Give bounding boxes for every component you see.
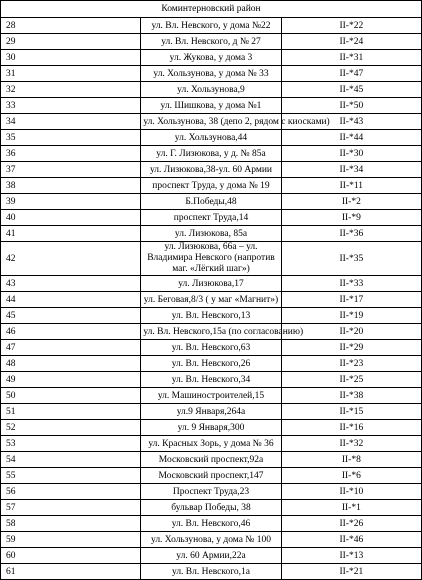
row-number: 58	[1, 516, 141, 532]
table-row	[1, 162, 422, 178]
table-row	[1, 468, 422, 484]
row-number: 48	[1, 356, 141, 372]
row-number: 49	[1, 372, 141, 388]
row-address: ул. Хользунова,44	[141, 130, 281, 146]
row-number: 32	[1, 82, 141, 98]
row-code: II-*24	[281, 34, 421, 50]
table-row	[1, 388, 422, 404]
table-row	[1, 436, 422, 452]
row-code: II-*30	[281, 146, 421, 162]
row-address: бульвар Победы, 38	[141, 500, 281, 516]
table-row	[1, 114, 422, 130]
row-number: 51	[1, 404, 141, 420]
row-number: 52	[1, 420, 141, 436]
table-row	[1, 242, 422, 276]
table-row	[1, 18, 422, 34]
row-code: II-*35	[281, 242, 421, 276]
row-number: 34	[1, 114, 141, 130]
row-number: 56	[1, 484, 141, 500]
table-row	[1, 50, 422, 66]
row-number: 47	[1, 340, 141, 356]
row-number: 55	[1, 468, 141, 484]
row-address: Б.Победы,48	[141, 194, 281, 210]
table-row	[1, 500, 422, 516]
district-header-row	[1, 1, 422, 18]
row-code: II-*34	[281, 162, 421, 178]
table-row	[1, 98, 422, 114]
row-address: ул. Г. Лизюкова, у д. № 85а	[141, 146, 281, 162]
row-code: II-*29	[281, 340, 421, 356]
table-row	[1, 194, 422, 210]
table-row	[1, 420, 422, 436]
row-code: II-*22	[281, 18, 421, 34]
row-code: II-*10	[281, 484, 421, 500]
row-code: II-*44	[281, 130, 421, 146]
row-address: ул. 60 Армии,22а	[141, 548, 281, 564]
row-code: II-*26	[281, 516, 421, 532]
row-address: ул. Хользунова,9	[141, 82, 281, 98]
row-code: II-*1	[281, 500, 421, 516]
row-code: II-*15	[281, 404, 421, 420]
row-number: 46	[1, 324, 141, 340]
table-row	[1, 308, 422, 324]
row-number: 38	[1, 178, 141, 194]
row-number: 40	[1, 210, 141, 226]
row-address: ул. Хользунова, у дома № 33	[141, 66, 281, 82]
table-row	[1, 372, 422, 388]
table-row	[1, 548, 422, 564]
row-address: проспект Труда, у дома № 19	[141, 178, 281, 194]
row-address: ул. Вл. Невского,26	[141, 356, 281, 372]
row-number: 42	[1, 242, 141, 276]
row-number: 45	[1, 308, 141, 324]
row-number: 53	[1, 436, 141, 452]
row-address: ул. Вл. Невского, д № 27	[141, 34, 281, 50]
row-number: 43	[1, 276, 141, 292]
row-address: ул. Вл. Невского,1а	[141, 564, 281, 580]
row-number: 30	[1, 50, 141, 66]
row-number: 54	[1, 452, 141, 468]
row-address: ул. Вл. Невского,46	[141, 516, 281, 532]
row-code: II-*6	[281, 468, 421, 484]
table-body	[1, 1, 422, 580]
table-row	[1, 292, 422, 308]
row-number: 50	[1, 388, 141, 404]
row-address: ул. Беговая,8/3 ( у маг «Магнит»)	[141, 292, 281, 308]
row-code: II-*23	[281, 356, 421, 372]
row-code: II-*43	[281, 114, 421, 130]
row-address: ул. Лизюкова, 85а	[141, 226, 281, 242]
table-row	[1, 404, 422, 420]
row-code: II-*19	[281, 308, 421, 324]
row-code: II-*13	[281, 548, 421, 564]
row-address: ул. Лизюкова,17	[141, 276, 281, 292]
table-row	[1, 356, 422, 372]
row-number: 60	[1, 548, 141, 564]
table-row	[1, 66, 422, 82]
table-row	[1, 82, 422, 98]
table-row	[1, 210, 422, 226]
row-number: 36	[1, 146, 141, 162]
row-address: Проспект Труда,23	[141, 484, 281, 500]
row-number: 33	[1, 98, 141, 114]
row-code: II-*20	[281, 324, 421, 340]
row-code: II-*32	[281, 436, 421, 452]
row-address: ул. Красных Зорь, у дома № 36	[141, 436, 281, 452]
table-row	[1, 146, 422, 162]
row-address: ул.9 Января,264а	[141, 404, 281, 420]
table-row	[1, 178, 422, 194]
row-address: ул. Вл. Невского,63	[141, 340, 281, 356]
row-address: ул. Лизюкова,38-ул. 60 Армии	[141, 162, 281, 178]
row-code: II-*8	[281, 452, 421, 468]
row-code: II-*33	[281, 276, 421, 292]
row-number: 39	[1, 194, 141, 210]
row-address: ул. Вл. Невского, у дома №22	[141, 18, 281, 34]
row-address: ул. Лизюкова, 66а – ул. Владимира Невского (напротив маг. «Лёгкий шаг»)	[141, 242, 281, 276]
table-row	[1, 324, 422, 340]
table-row	[1, 34, 422, 50]
row-code: II-*2	[281, 194, 421, 210]
row-code: II-*45	[281, 82, 421, 98]
row-code: II-*9	[281, 210, 421, 226]
row-code: II-*50	[281, 98, 421, 114]
row-number: 28	[1, 18, 141, 34]
row-number: 44	[1, 292, 141, 308]
table-row	[1, 516, 422, 532]
row-code: II-*46	[281, 532, 421, 548]
table-row	[1, 564, 422, 580]
row-address: Московский проспект,147	[141, 468, 281, 484]
row-code: II-*47	[281, 66, 421, 82]
row-address: ул. Хользунова, 38 (депо 2, рядом с киосками)	[141, 114, 281, 130]
row-number: 29	[1, 34, 141, 50]
row-address: Московский проспект,92а	[141, 452, 281, 468]
row-code: II-*16	[281, 420, 421, 436]
row-address: ул. 9 Января,300	[141, 420, 281, 436]
table-row	[1, 484, 422, 500]
row-address: ул. Вл. Невского,15а (по согласованию)	[141, 324, 281, 340]
table-row	[1, 276, 422, 292]
row-address: ул. Жукова, у дома 3	[141, 50, 281, 66]
row-number: 31	[1, 66, 141, 82]
row-number: 57	[1, 500, 141, 516]
row-address: ул. Шишкова, у дома №1	[141, 98, 281, 114]
row-address: ул. Вл. Невского,13	[141, 308, 281, 324]
row-address: ул. Вл. Невского,34	[141, 372, 281, 388]
row-code: II-*21	[281, 564, 421, 580]
row-code: II-*38	[281, 388, 421, 404]
row-address: проспект Труда,14	[141, 210, 281, 226]
row-code: II-*11	[281, 178, 421, 194]
row-number: 61	[1, 564, 141, 580]
row-code: II-*25	[281, 372, 421, 388]
row-number: 41	[1, 226, 141, 242]
table-row	[1, 532, 422, 548]
table-row	[1, 452, 422, 468]
row-number: 37	[1, 162, 141, 178]
table-row	[1, 226, 422, 242]
row-code: II-*17	[281, 292, 421, 308]
table-row	[1, 130, 422, 146]
district-title: Коминтерновский район	[1, 1, 422, 18]
row-address: ул. Машиностроителей,15	[141, 388, 281, 404]
row-code: II-*31	[281, 50, 421, 66]
table-row	[1, 340, 422, 356]
row-number: 35	[1, 130, 141, 146]
row-number: 59	[1, 532, 141, 548]
row-address: ул. Хользунова, у дома № 100	[141, 532, 281, 548]
row-code: II-*36	[281, 226, 421, 242]
